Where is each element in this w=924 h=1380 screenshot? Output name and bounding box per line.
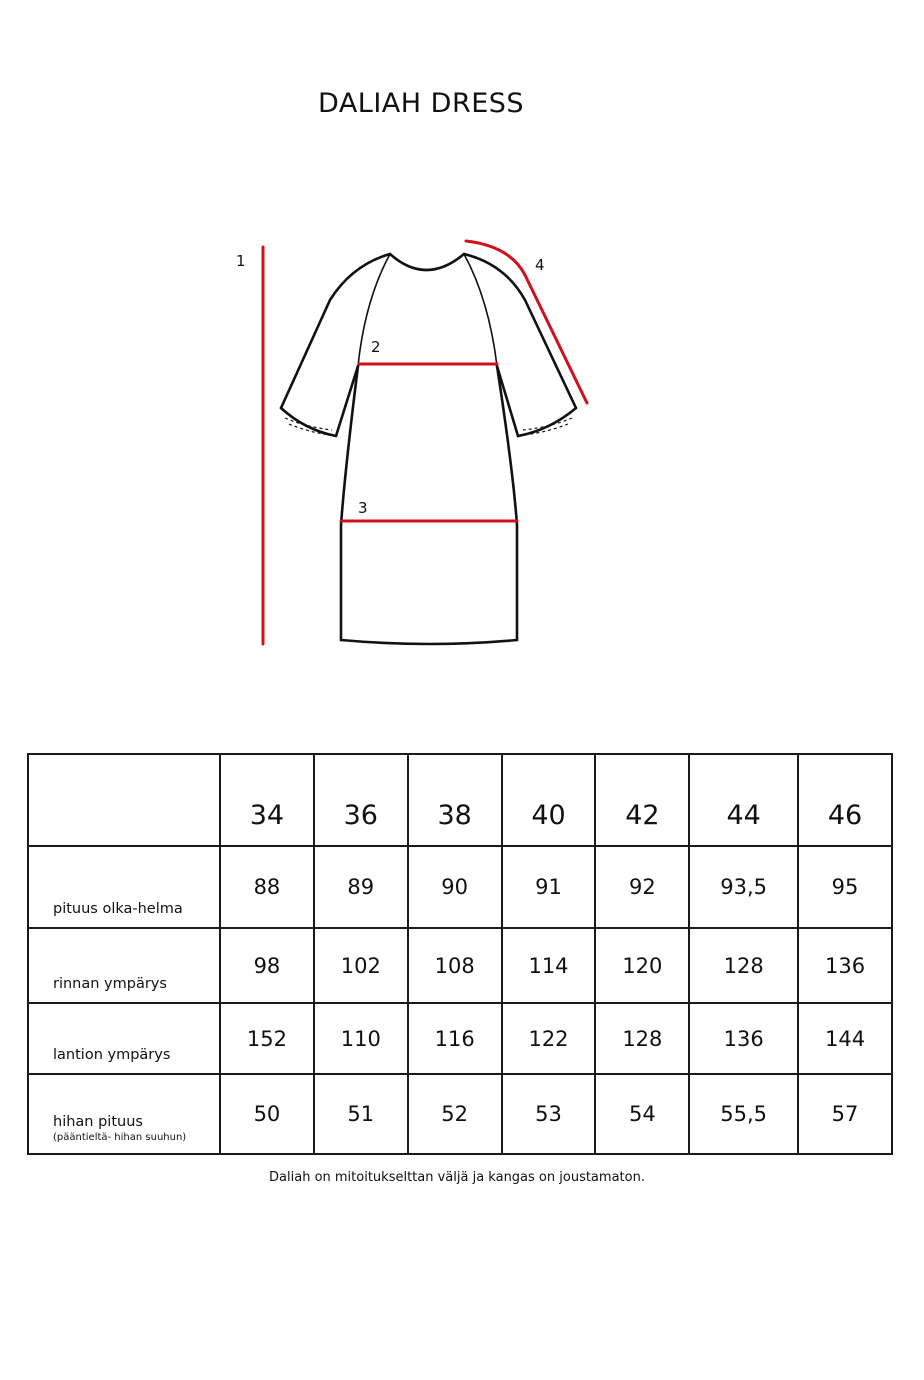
table-cell: 122 — [502, 1003, 596, 1074]
size-header: 36 — [314, 754, 408, 846]
size-header: 42 — [595, 754, 689, 846]
table-cell: 116 — [408, 1003, 502, 1074]
table-cell: 90 — [408, 846, 502, 928]
table-row — [28, 846, 892, 928]
fit-note: Daliah on mitoitukselttan väljä ja kangas on joustamaton. — [269, 1170, 645, 1185]
measure-label-1: 1 — [236, 252, 246, 270]
table-row — [28, 1074, 892, 1154]
table-cell: 152 — [220, 1003, 314, 1074]
table-cell: 89 — [314, 846, 408, 928]
table-row — [28, 928, 892, 1003]
size-table — [27, 753, 893, 1155]
row-label: pituus olka-helma — [28, 846, 220, 928]
table-cell: 110 — [314, 1003, 408, 1074]
table-cell: 108 — [408, 928, 502, 1003]
measure-label-2: 2 — [371, 338, 381, 356]
table-cell: 144 — [798, 1003, 892, 1074]
table-cell: 136 — [798, 928, 892, 1003]
table-cell: 120 — [595, 928, 689, 1003]
table-cell: 95 — [798, 846, 892, 928]
table-cell: 51 — [314, 1074, 408, 1154]
table-cell: 93,5 — [689, 846, 798, 928]
table-cell: 52 — [408, 1074, 502, 1154]
size-header: 38 — [408, 754, 502, 846]
size-header: 46 — [798, 754, 892, 846]
table-cell: 55,5 — [689, 1074, 798, 1154]
table-cell: 136 — [689, 1003, 798, 1074]
table-cell: 57 — [798, 1074, 892, 1154]
table-cell: 114 — [502, 928, 596, 1003]
row-label — [28, 1074, 220, 1154]
row-label-sub: (pääntieltä- hihan suuhun) — [53, 1132, 187, 1143]
row-label: rinnan ympärys — [28, 928, 220, 1003]
measurement-lines — [263, 241, 587, 644]
table-cell: 102 — [314, 928, 408, 1003]
table-cell: 54 — [595, 1074, 689, 1154]
measure-line-sleeve — [466, 241, 587, 403]
size-header: 34 — [220, 754, 314, 846]
size-header: 40 — [502, 754, 596, 846]
measure-label-3: 3 — [358, 499, 368, 517]
table-cell: 91 — [502, 846, 596, 928]
size-header-row — [28, 754, 892, 846]
table-row — [28, 1003, 892, 1074]
row-label-main: hihan pituus — [53, 1114, 143, 1130]
table-cell: 98 — [220, 928, 314, 1003]
table-cell: 50 — [220, 1074, 314, 1154]
corner-cell — [28, 754, 220, 846]
table-cell: 128 — [689, 928, 798, 1003]
dress-outline — [281, 254, 576, 644]
size-header: 44 — [689, 754, 798, 846]
table-cell: 53 — [502, 1074, 596, 1154]
table-cell: 92 — [595, 846, 689, 928]
measure-label-4: 4 — [535, 256, 545, 274]
table-cell: 88 — [220, 846, 314, 928]
table-cell: 128 — [595, 1003, 689, 1074]
page-title: DALIAH DRESS — [318, 88, 525, 119]
row-label: lantion ympärys — [28, 1003, 220, 1074]
